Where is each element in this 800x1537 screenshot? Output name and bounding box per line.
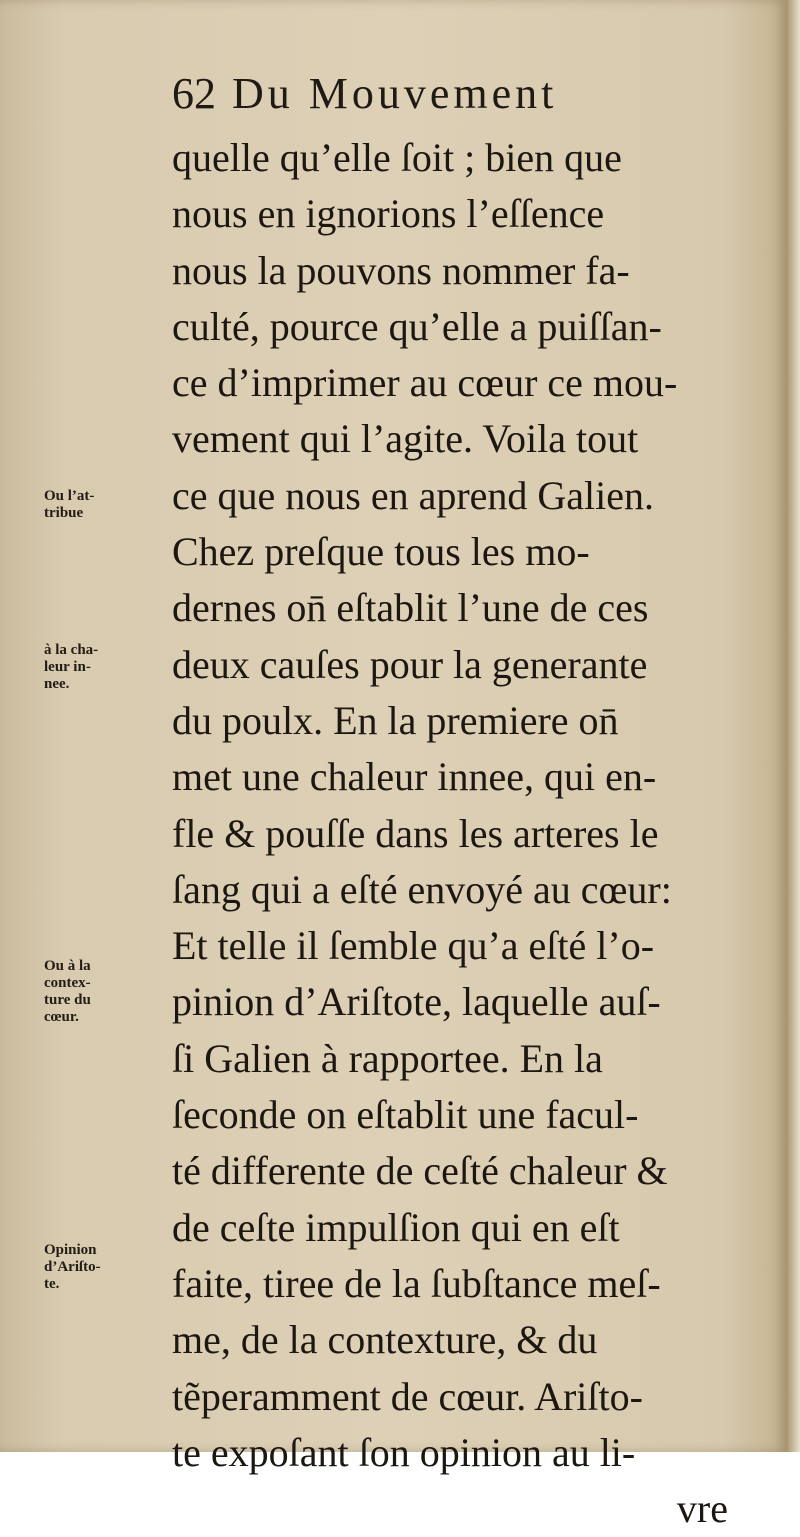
- text-line: me, de la contexture, & du: [172, 1317, 598, 1363]
- text-line: ce d’imprimer au cœur ce mou-: [172, 360, 678, 406]
- text-line: dernes on̄ eſtablit l’une de ces: [172, 585, 649, 631]
- text-line: du poulx. En la premiere on̄: [172, 697, 619, 743]
- text-line: faite, tiree de la ſubſtance meſ-: [172, 1260, 661, 1306]
- text-line: te expoſant ſon opinion au li-: [172, 1429, 636, 1475]
- text-line: pinion d’Ariſtote, laquelle auſ-: [172, 979, 661, 1025]
- page-header: [172, 68, 732, 128]
- margin-note: Ou l’at- tribue: [44, 488, 95, 521]
- catchword: vre: [676, 1486, 728, 1532]
- text-line: ſi Galien à rapportee. En la: [172, 1035, 603, 1081]
- text-line: quelle qu’elle ſoit ; bien que: [172, 135, 622, 180]
- text-line: deux cauſes pour la generante: [172, 641, 648, 687]
- text-line: ſeconde on eſtablit une facul-: [172, 1092, 639, 1138]
- text-line: ſang qui a eſté envoyé au cœur:: [172, 866, 672, 912]
- margin-note: Opinion d’Ariſto- te.: [44, 1242, 101, 1292]
- text-line: culté, pource qu’elle a puiſſan-: [172, 303, 662, 349]
- text-line: nous en ignorions l’eſſence: [172, 191, 605, 237]
- page-edge: [786, 0, 800, 1452]
- text-line: nous la pouvons nommer fa-: [172, 247, 630, 293]
- text-line: Et telle il ſemble qu’a eſté l’o-: [172, 923, 655, 969]
- text-line: met une chaleur innee, qui en-: [172, 754, 657, 800]
- text-line: ce que nous en aprend Galien.: [172, 472, 655, 518]
- text-line: de ceſte impulſion qui en eſt: [172, 1204, 620, 1250]
- text-line: té differente de ceſté chaleur &: [172, 1148, 668, 1194]
- text-line: tẽperamment de cœur. Ariſto-: [172, 1373, 643, 1419]
- margin-note: à la cha- leur in- nee.: [44, 642, 99, 692]
- margin-note: Ou à la contex- ture du cœur.: [44, 958, 91, 1025]
- text-line: Chez preſque tous les mo-: [172, 529, 590, 575]
- margin-notes: [0, 0, 160, 1452]
- body-text: [172, 130, 772, 1537]
- page-number: 62: [172, 69, 216, 118]
- text-line: fle & pouſſe dans les arteres le: [172, 810, 659, 856]
- running-title: Du Mouvement: [232, 69, 558, 118]
- text-line: vement qui l’agite. Voila tout: [172, 416, 639, 462]
